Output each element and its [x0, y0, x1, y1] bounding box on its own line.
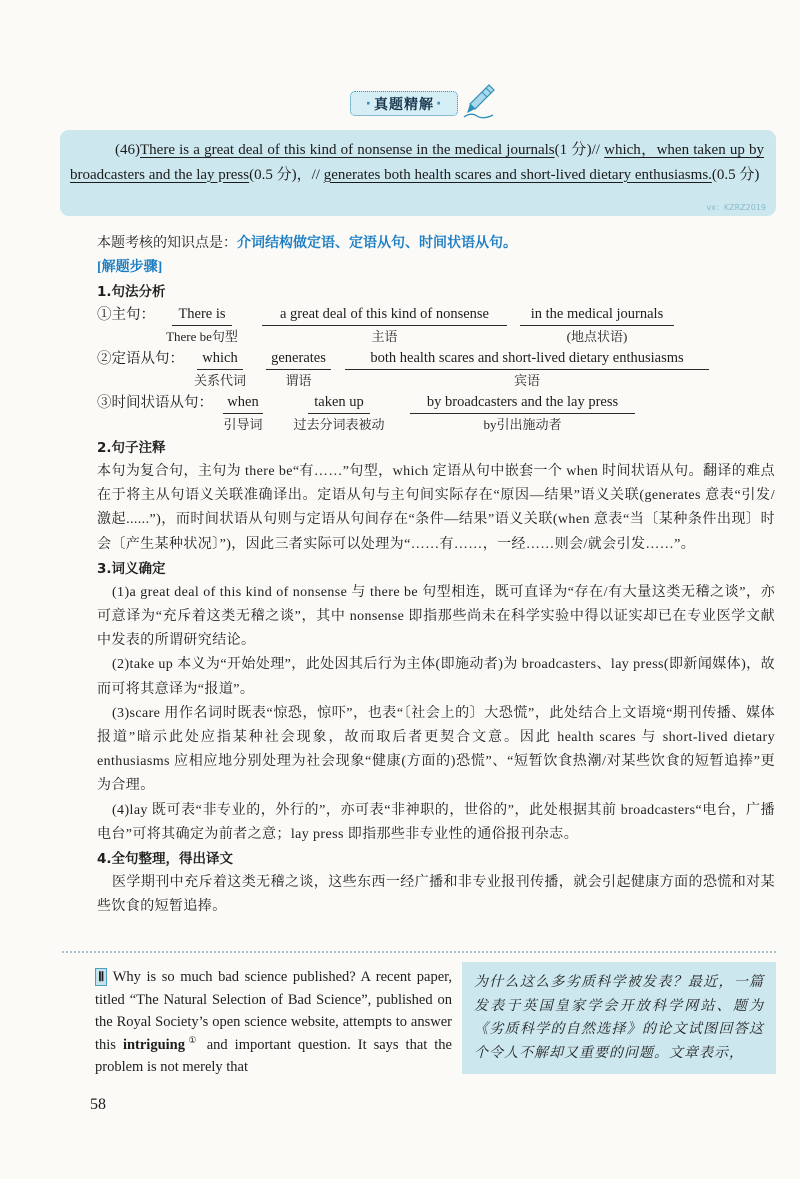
badge-dot: · — [436, 95, 443, 112]
row-prefix: ③时间状语从句： — [97, 395, 213, 411]
question-box — [60, 130, 776, 216]
passage-text: and important question. It says that the problem is not merely that — [95, 1036, 452, 1076]
question-number: (46) — [115, 142, 140, 158]
analysis-content — [97, 232, 775, 919]
part-text: generates — [266, 348, 331, 370]
knowledge-list: 介词结构做定语、定语从句、时间状语从句。 — [237, 236, 517, 251]
section-heading: 3.词义确定 — [97, 560, 166, 577]
part-label: 谓语 — [285, 373, 312, 388]
sentence-part — [223, 392, 263, 432]
reading-passage — [95, 966, 452, 1079]
part-label: 过去分词表被动 — [293, 417, 385, 432]
page-number: 58 — [90, 1096, 106, 1113]
sentence-part — [410, 392, 635, 432]
passage-text: Why is so much bad science published? A recent paper, titled “The Natural Selection of Bad Science”, published on the Royal Society’s open science website, attempts to answer this — [95, 969, 452, 1053]
part-text: a great deal of this kind of nonsense — [262, 304, 507, 326]
knowledge-points — [97, 232, 775, 256]
sentence-part — [293, 392, 385, 432]
syntax-row — [97, 348, 775, 392]
passage-translation-box: 为什么这么多劣质科学被发表？最近，一篇发表于英国皇家学会开放科学网站、题为《劣质科学的自然选择》的论文试图回答这个令人不解却又重要的问题。文章表示， — [462, 962, 776, 1074]
badge-title: 真题精解 — [374, 96, 434, 113]
word-meaning-item: (2)take up 本义为“开始处理”，此处因其后行为主体(即施动者)为 broadcasters、lay press(即新闻媒体)，故而可将其意译为“报道”。 — [97, 657, 775, 697]
part-label: 关系代词 — [193, 373, 247, 388]
word-meaning-item: (3)scare 用作名词时既表“惊恐，惊吓”，也表“〔社会上的〕大恐慌”，此处结合上文语境“期刊传播、媒体报道”暗示此处应指某种社会现象，故而取后者更契合文意。因此 health scares 与 short-lived dietary enthusiasms 应相应地分别处理为社会现象“健康(方面的)恐慌”、“短暂饮食热潮/对某些饮食的短暂追捧”更为合理。 — [97, 705, 775, 794]
part-text: by broadcasters and the lay press — [410, 392, 635, 414]
part-label: (地点状语) — [566, 329, 628, 344]
sentence-part — [166, 304, 238, 344]
sentence-part — [345, 348, 709, 388]
part-label: 引导词 — [223, 417, 263, 432]
score-note: (0.5 分) — [711, 166, 760, 183]
part-label: There be句型 — [166, 329, 238, 344]
part-text: There is — [172, 304, 232, 326]
syntax-row — [97, 304, 775, 348]
row-prefix: ②定语从句： — [97, 351, 184, 367]
score-note: (0.5 分)，// — [249, 166, 324, 183]
dotted-divider — [62, 951, 776, 953]
section-heading: 2.句子注释 — [97, 440, 166, 456]
attributive-clause: generates both health scares and short-lived dietary enthusiasms. — [323, 166, 712, 183]
final-translation: 医学期刊中充斥着这类无稽之谈，这些东西一经广播和非专业报刊传播，就会引起健康方面的恐慌和对某些饮食的短暂追捧。 — [97, 875, 775, 915]
part-label: by引出施动者 — [483, 417, 562, 432]
part-label: 宾语 — [513, 373, 541, 388]
section-heading: 1.句法分析 — [97, 284, 166, 300]
steps-heading: [解题步骤] — [97, 260, 163, 275]
part-text: when — [223, 392, 263, 414]
watermark: vx：KZRZ2019 — [706, 203, 766, 212]
main-clause: There is a great deal of this kind of nonsense in the medical journals — [140, 142, 555, 158]
annotation-paragraph: 本句为复合句，主句为 there be“有……”句型，which 定语从句中嵌套一个 when 时间状语从句。翻译的难点在于将主从句语义关联准确译出。定语从句与主句间实际存在“原因—结果”语义关联(generates 意表“引发/激起......”)，而时间状语从句则与定语从句间存在“条件—结果”语义关联(when 意表“当〔某种条件出现〕时会〔产生某种状况〕”)，因此三者实际可以处理为“……有……，一经……则会/就会引发……”。 — [97, 464, 775, 552]
word-meaning-item: (1)a great deal of this kind of nonsense 与 there be 句型相连，既可直译为“存在/有大量这类无稽之谈”，亦可意译为“充斥着这类无稽之谈”，其中 nonsense 即指那些尚未在科学实验中得以证实却已在专业医学文献中发表的所谓研究结论。 — [97, 584, 775, 649]
part-text: taken up — [308, 392, 370, 414]
badge-dot: · — [365, 95, 372, 112]
sentence-part — [262, 304, 507, 344]
sentence-part — [193, 348, 247, 388]
pen-icon — [462, 82, 496, 120]
part-text: in the medical journals — [520, 304, 674, 326]
part-text: which — [197, 348, 243, 370]
sentence-part — [520, 304, 674, 344]
score-note: (1 分)// — [554, 142, 605, 158]
time-clause: which，when taken up by broadcasters and the lay press — [70, 142, 764, 183]
word-meaning-item: (4)lay 既可表“非专业的，外行的”，亦可表“非神职的，世俗的”，此处根据其前 broadcasters“电台，广播电台”可将其确定为前者之意；lay press 即指那些非专业性的通俗报刊杂志。 — [97, 802, 775, 842]
footnote-mark: ① — [184, 1034, 200, 1045]
section-badge — [350, 91, 458, 116]
sentence-part — [266, 348, 331, 388]
part-text: both health scares and short-lived dietary enthusiasms — [345, 348, 709, 370]
syntax-row — [97, 392, 775, 436]
row-prefix: ①主句： — [97, 307, 155, 323]
vocab-keyword: intriguing — [122, 1036, 185, 1053]
paragraph-numeral: Ⅱ — [95, 968, 107, 986]
knowledge-lead: 本题考核的知识点是： — [97, 236, 237, 251]
part-label: 主语 — [371, 329, 398, 344]
section-heading: 4.全句整理，得出译文 — [97, 851, 234, 868]
